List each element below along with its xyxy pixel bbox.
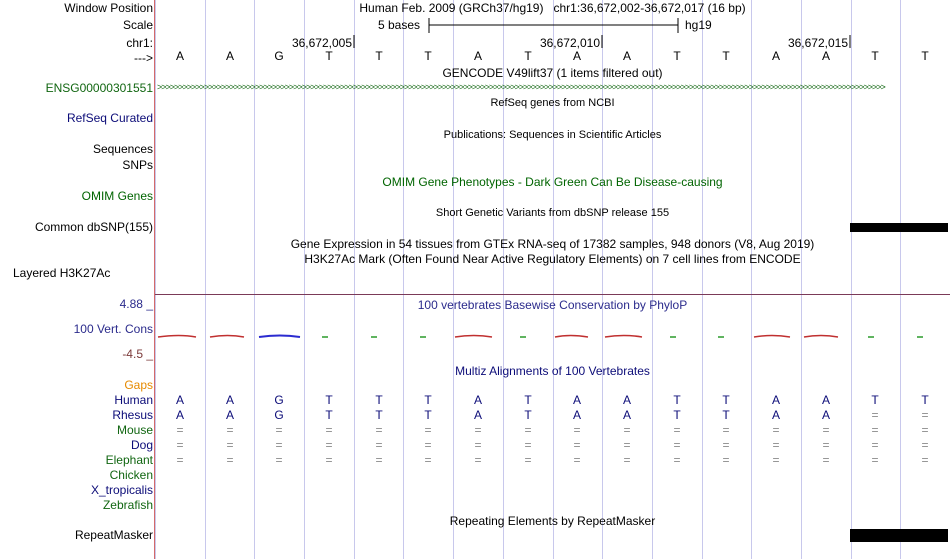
alignment-base: = [325, 423, 333, 437]
sequence-base: A [473, 49, 482, 63]
alignment-base: A [622, 408, 631, 422]
alignment-base: = [623, 423, 631, 437]
alignment-base: A [771, 393, 780, 407]
alignment-base: = [424, 453, 432, 467]
sequence-base: A [572, 49, 581, 63]
window-position-label: Window Position [64, 1, 153, 15]
alignment-base: A [821, 408, 830, 422]
alignment-base: = [176, 438, 184, 452]
alignment-base: A [473, 408, 482, 422]
alignment-base: = [623, 438, 631, 452]
strand-label: ---> [134, 51, 153, 65]
scale-text: 5 bases [378, 18, 421, 32]
species-label-dog[interactable]: Dog [130, 438, 153, 452]
alignment-base: = [871, 438, 879, 452]
phylop-min-label: -4.5 _ [122, 347, 153, 361]
alignment-base: = [226, 453, 234, 467]
alignment-base: = [573, 423, 581, 437]
multiz-gaps-label[interactable]: Gaps [124, 378, 153, 392]
alignment-base: T [524, 408, 532, 422]
sequence-base: T [871, 49, 879, 63]
species-label-rhesus[interactable]: Rhesus [112, 408, 153, 422]
phylop-bar-7 [455, 336, 492, 338]
phylop-bar-9 [555, 336, 588, 338]
sequence-base: A [175, 49, 184, 63]
alignment-base: = [226, 438, 234, 452]
species-label-elephant[interactable]: Elephant [105, 453, 153, 467]
h3k27ac-track-title: H3K27Ac Mark (Often Found Near Active Regulatory Elements) on 7 cell lines from ENCODE [304, 252, 801, 266]
alignment-base: T [524, 393, 532, 407]
phylop-bar-3 [259, 336, 300, 338]
phylop-bar-14 [804, 336, 838, 338]
gencode-track-title: GENCODE V49lift37 (1 items filtered out) [442, 66, 663, 80]
alignment-base: T [375, 408, 383, 422]
sequence-base: A [821, 49, 830, 63]
phylop-bar-2 [210, 336, 244, 338]
alignment-base: = [822, 423, 830, 437]
phylop-bar-10 [605, 336, 642, 338]
phylop-max-label: 4.88 _ [119, 297, 153, 311]
alignment-base: G [274, 408, 284, 422]
alignment-base: = [722, 423, 730, 437]
assembly-position-title: Human Feb. 2009 (GRCh37/hg19) chr1:36,672,002-36,672,017 (16 bp) [359, 1, 746, 15]
alignment-base: G [274, 393, 284, 407]
scale-db: hg19 [685, 18, 712, 32]
alignment-base: = [524, 423, 532, 437]
species-label-human[interactable]: Human [114, 393, 153, 407]
alignment-base: = [176, 453, 184, 467]
alignment-base: T [325, 408, 333, 422]
alignment-base: = [722, 453, 730, 467]
alignment-base: = [921, 408, 929, 422]
alignment-base: = [822, 438, 830, 452]
ruler-position-2: 36,672,010 [539, 36, 600, 50]
phylop-bar-13 [754, 336, 790, 338]
dbsnp-track-label[interactable]: Common dbSNP(155) [34, 220, 153, 234]
alignment-base: A [473, 393, 482, 407]
alignment-base: A [175, 408, 184, 422]
sequence-base: A [771, 49, 780, 63]
gtex-track-title: Gene Expression in 54 tissues from GTEx RNA-seq of 17382 samples, 948 donors (V8, Aug 2019) [290, 237, 815, 251]
alignment-base: = [176, 423, 184, 437]
ruler-position-1: 36,672,005 [291, 36, 352, 50]
sequence-base: T [722, 49, 730, 63]
alignment-base: = [226, 423, 234, 437]
sequence-base: T [524, 49, 532, 63]
refseq-track-title: RefSeq genes from NCBI [490, 97, 615, 109]
alignment-base: T [424, 408, 432, 422]
alignment-base: A [175, 393, 184, 407]
omim-track-label[interactable]: OMIM Genes [81, 189, 153, 203]
alignment-base: = [673, 453, 681, 467]
alignment-base: = [524, 453, 532, 467]
alignment-base: = [921, 438, 929, 452]
refseq-track-label[interactable]: RefSeq Curated [66, 111, 153, 125]
alignment-base: = [772, 453, 780, 467]
phylop-bar-1 [158, 336, 196, 338]
alignment-base: = [275, 438, 283, 452]
multiz-track-title: Multiz Alignments of 100 Vertebrates [455, 364, 650, 378]
alignment-base: T [722, 408, 730, 422]
h3k27ac-track-label[interactable]: Layered H3K27Ac [13, 266, 111, 280]
alignment-base: = [325, 438, 333, 452]
sequence-base: A [622, 49, 631, 63]
sequence-base: A [225, 49, 234, 63]
alignment-base: = [474, 453, 482, 467]
alignment-base: = [325, 453, 333, 467]
omim-track-title: OMIM Gene Phenotypes - Dark Green Can Be Disease-causing [382, 175, 723, 189]
sequence-base: T [673, 49, 681, 63]
alignment-base: = [573, 453, 581, 467]
alignment-base: = [871, 423, 879, 437]
sequence-base: T [424, 49, 432, 63]
alignment-base: = [573, 438, 581, 452]
publications-label-snps[interactable]: SNPs [122, 158, 153, 172]
sequence-base: T [375, 49, 383, 63]
alignment-base: = [673, 423, 681, 437]
species-label-mouse[interactable]: Mouse [116, 423, 153, 437]
alignment-base: T [325, 393, 333, 407]
ruler-position-3: 36,672,015 [787, 36, 848, 50]
alignment-base: A [821, 393, 830, 407]
alignment-base: = [871, 408, 879, 422]
alignment-base: = [921, 453, 929, 467]
alignment-base: = [772, 438, 780, 452]
alignment-base: A [572, 393, 581, 407]
repeatmasker-track-title: Repeating Elements by RepeatMasker [449, 514, 656, 528]
alignment-base: T [673, 393, 681, 407]
species-label-zebrafish[interactable]: Zebrafish [102, 498, 153, 512]
sequence-base: T [921, 49, 929, 63]
alignment-base: A [771, 408, 780, 422]
alignment-base: A [225, 393, 234, 407]
alignment-base: = [275, 453, 283, 467]
alignment-base: = [822, 453, 830, 467]
alignment-base: = [524, 438, 532, 452]
alignment-base: = [871, 453, 879, 467]
gencode-gene-feature[interactable]: >>>>>>>>>>>>>>>>>>>>>>>>>>>>>>>>>>>>>>>>>>>>>>>>>>>>>>>>>>>>>>>>>>>>>>>>>>>>>>>>>>>>>>>>>>>>>>>>>>>>>>>>>>>>>>>>>>>>>>>>>>>>>>>>>>>>>>>>>>>>>>>>>>>>>>>>>>>>>>>>>>>>>>>>>>> [157, 82, 885, 92]
chr-label: chr1: [126, 36, 153, 50]
alignment-base: = [623, 453, 631, 467]
alignment-base: = [921, 423, 929, 437]
alignment-base: = [424, 438, 432, 452]
alignment-base: A [622, 393, 631, 407]
gencode-gene-label[interactable]: ENSG00000301551 [45, 81, 153, 95]
alignment-base: = [275, 423, 283, 437]
alignment-base: T [375, 393, 383, 407]
alignment-base: T [424, 393, 432, 407]
publications-track-title: Publications: Sequences in Scientific Articles [443, 129, 662, 141]
alignment-base: A [572, 408, 581, 422]
alignment-base: = [474, 423, 482, 437]
alignment-base: = [474, 438, 482, 452]
alignment-base: = [424, 423, 432, 437]
sequence-base: G [274, 49, 284, 63]
alignment-base: = [375, 423, 383, 437]
sequence-base: T [325, 49, 333, 63]
dbsnp-track-title: Short Genetic Variants from dbSNP release 155 [435, 207, 670, 219]
phylop-track-label[interactable]: 100 Vert. Cons [73, 322, 153, 336]
alignment-base: = [375, 438, 383, 452]
alignment-base: = [772, 423, 780, 437]
alignment-base: T [871, 393, 879, 407]
scale-label: Scale [122, 18, 153, 32]
alignment-base: A [225, 408, 234, 422]
publications-label-sequences[interactable]: Sequences [92, 142, 153, 156]
species-label-x-tropicalis[interactable]: X_tropicalis [90, 483, 153, 497]
alignment-base: T [722, 393, 730, 407]
alignment-base: T [673, 408, 681, 422]
repeatmasker-element-feature[interactable] [850, 529, 948, 542]
alignment-base: = [722, 438, 730, 452]
repeatmasker-track-label[interactable]: RepeatMasker [74, 528, 153, 542]
phylop-track-title: 100 vertebrates Basewise Conservation by PhyloP [417, 298, 688, 312]
alignment-base: = [375, 453, 383, 467]
alignment-base: = [673, 438, 681, 452]
species-label-chicken[interactable]: Chicken [109, 468, 153, 482]
alignment-base: T [921, 393, 929, 407]
